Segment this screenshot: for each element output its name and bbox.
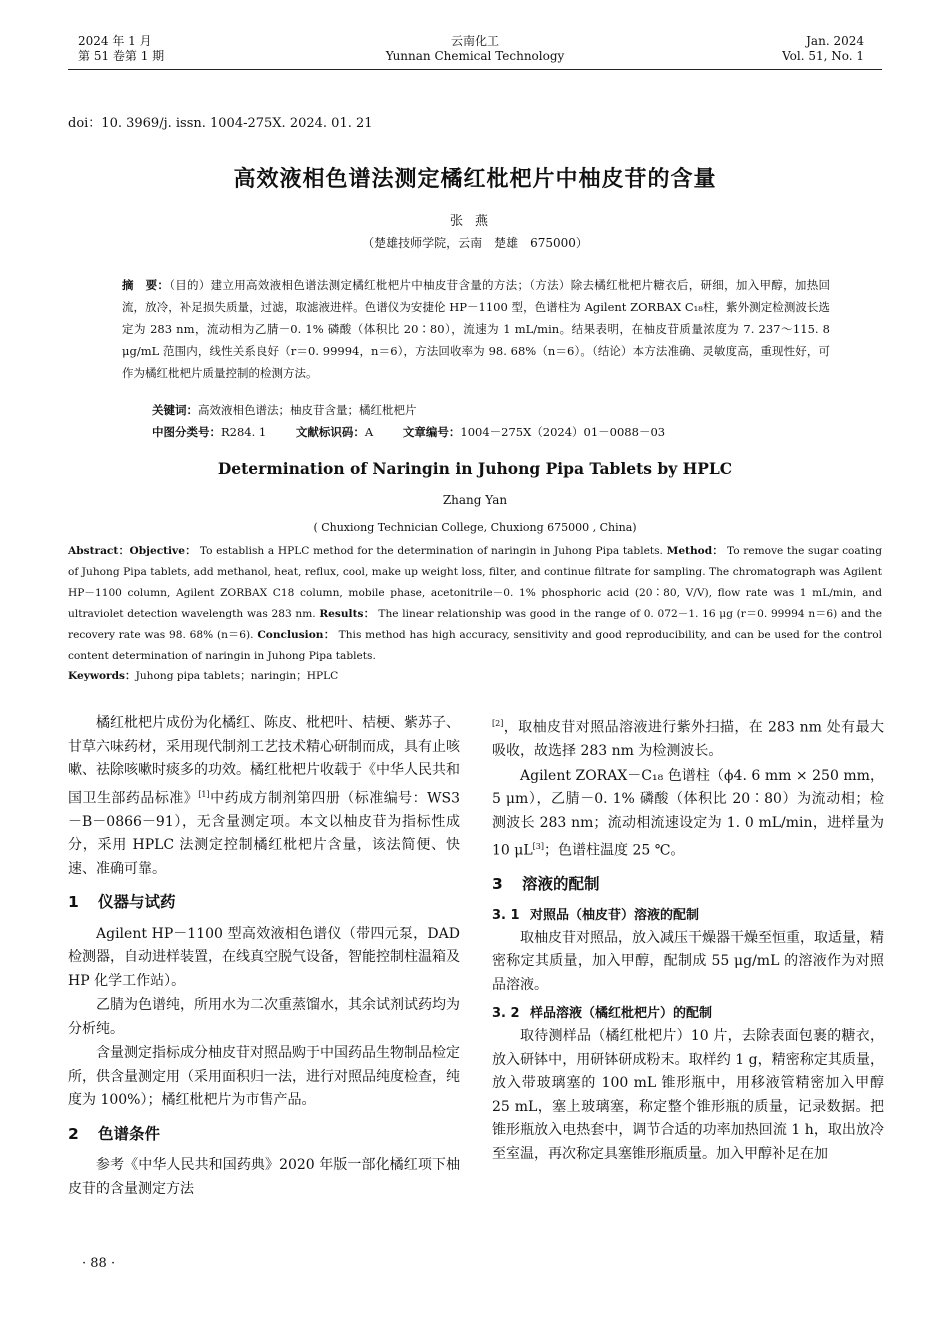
conclusion-text: This method has high accuracy, sensitivity and good reproducibility, and can be used for the control content determination of naringin in Juhong Pipa tablets. [68, 629, 882, 662]
paragraph [68, 1154, 460, 1201]
results-label: Results： [319, 608, 375, 620]
results-text: The linear relationship was good in the range of 0. 072－1. 16 μg (r＝0. 99994 n＝6) and the recovery rate was 98. 68% (n＝6). [68, 608, 882, 641]
section-number: 3 [492, 875, 503, 894]
subsection-3-1-heading [492, 905, 884, 927]
body-right-column [492, 712, 884, 1167]
header-rule [68, 69, 882, 70]
citation-1[interactable]: [1] [198, 789, 210, 799]
keywords-en-text: Juhong pipa tablets；naringin；HPLC [135, 670, 339, 682]
doc-code-label: 文献标识码： [295, 425, 365, 439]
method-text: To remove the sugar coating of Juhong Pipa tablets, add methanol, heat, reflux, cool, make up weight loss, filter, and continue filtrate for sampling. The chromatograph was Agilent HP－1100 column, Agilent ZORBAX C18 column, mobile phase, acetonitrile－0. 1% phosphoric acid (20∶80, V/V), flow rate was 1 mL/min, and ultraviolet detection wavelength was 283 nm. [68, 545, 882, 620]
keywords-en-label: Keywords： [68, 670, 136, 682]
s2-conditions-cont: ；色谱柱温度 25 ℃。 [544, 842, 685, 859]
section-3-heading [492, 873, 884, 897]
section-title: 色谱条件 [98, 1124, 161, 1143]
paragraph: Agilent HP－1100 型高效液相色谱仪（带四元泵，DAD 检测器，自动进样装置，在线真空脱气设备，智能控制柱温箱及 HP 化学工作站）。 [68, 925, 460, 989]
method-label: Method： [666, 545, 724, 557]
abstract-cn-text: （目的）建立用高效液相色谱法测定橘红枇杷片中柚皮苷含量的方法；（方法）除去橘红枇杷片糖衣后，研细，加入甲醇，加热回流，放冷，补足损失质量，过滤，取滤液进样。色谱仪为安捷伦 HP－1100 型，色谱柱为 Agilent ZORBAX C₁₈柱，紫外测定检测波长选定为 283 nm，流动相为乙腈－0. 1% 磷酸（体积比 20∶80），流速为 1 mL/min。结果表明，在柚皮苷质量浓度为 7. 237～115. 8 μg/mL 范围内，线性关系良好（r＝0. 99994，n＝6），方法回收率为 98. 68%（n＝6）。（结论）本方法准确、灵敏度高，重现性好，可作为橘红枇杷片质量控制的检测方法。 [122, 278, 830, 380]
body-left-column [68, 712, 460, 1202]
header-date-cn: 2024 年 1 月 [78, 34, 152, 48]
abstract-en-label: Abstract： [68, 545, 130, 557]
journal-name-en: Yunnan Chemical Technology [385, 49, 565, 63]
clc-label: 中图分类号： [152, 425, 221, 439]
subsection-number: 3. 2 [492, 1006, 520, 1022]
paragraph: 取柚皮苷对照品，放入减压干燥器干燥至恒重，取适量，精密称定其质量，加入甲醇，配制成 55 μg/mL 的溶液作为对照品溶液。 [492, 929, 884, 993]
doc-code-value: A [364, 425, 374, 439]
s2-conditions: Agilent ZORAX－C₁₈ 色谱柱（ϕ4. 6 mm × 250 mm，5 μm），乙腈－0. 1% 磷酸（体积比 20∶80）为流动相；检测波长 283 nm；流动相流速设定为 1. 0 mL/min，进样量为 10 μL [492, 767, 884, 859]
running-header-right [782, 34, 864, 64]
section-1-heading [68, 891, 460, 915]
english-affiliation: ( Chuxiong Technician College, Chuxiong 675000 , China) [313, 521, 637, 534]
intro-text: 橘红枇杷片成份为化橘红、陈皮、枇杷叶、桔梗、紫苏子、甘草六味药材，采用现代制剂工艺技术精心研制而成，具有止咳嗽、祛除咳嗽时痰多的功效。橘红枇杷片收载于《中华人民共和国卫生部药品标准》 [68, 715, 460, 807]
author: 张燕 [449, 214, 500, 229]
section-title: 溶液的配制 [522, 875, 600, 894]
s2-text: 参考《中华人民共和国药典》2020 年版一部化橘红项下柚皮苷的含量测定方法 [68, 1157, 460, 1197]
section-number: 2 [68, 1124, 79, 1143]
journal-name-cn: 云南化工 [450, 34, 499, 48]
header-volume-en: Vol. 51, No. 1 [782, 49, 864, 63]
abstract-cn [122, 274, 830, 384]
section-number: 1 [68, 893, 79, 912]
keywords-en [68, 668, 338, 683]
header-volume-cn: 第 51 卷第 1 期 [78, 49, 165, 63]
section-title: 仪器与试药 [98, 893, 176, 912]
paragraph: 含量测定指标成分柚皮苷对照品购于中国药品生物制品检定所，供含量测定用（采用面积归一法，进行对照品纯度检查，纯度为 100%）；橘红枇杷片为市售产品。 [68, 1045, 460, 1109]
objective-text: To establish a HPLC method for the determination of naringin in Juhong Pipa tablets. [199, 545, 663, 557]
paper-title: 高效液相色谱法测定橘红枇杷片中柚皮苷的含量 [233, 167, 717, 192]
english-author: Zhang Yan [442, 493, 508, 507]
citation-3[interactable]: [3] [532, 842, 545, 852]
keywords-cn-label: 关键词： [152, 403, 198, 417]
affiliation: （楚雄技师学院，云南 楚雄 675000） [362, 236, 588, 250]
doi[interactable]: doi：10. 3969/j. issn. 1004-275X. 2024. 01. 21 [68, 116, 373, 131]
conclusion-label: Conclusion： [257, 629, 335, 641]
article-no-value: 1004－275X（2024）01－0088－03 [460, 425, 666, 439]
subsection-3-2-heading [492, 1003, 884, 1025]
subsection-title: 样品溶液（橘红枇杷片）的配制 [530, 1006, 713, 1022]
intro-paragraph [68, 712, 460, 881]
section-2-heading [68, 1123, 460, 1147]
paragraph-continued [492, 712, 884, 764]
abstract-en [68, 541, 882, 667]
subsection-title: 对照品（柚皮苷）溶液的配制 [530, 907, 700, 923]
paragraph [492, 765, 884, 864]
page-number: · 88 · [82, 1256, 116, 1271]
abstract-cn-label: 摘 要： [122, 278, 170, 292]
citation-2[interactable]: [2] [492, 719, 504, 728]
keywords-cn-text: 高效液相色谱法；柚皮苷含量；橘红枇杷片 [198, 403, 417, 417]
paragraph: 乙腈为色谱纯，所用水为二次重蒸馏水，其余试剂试药均为分析纯。 [68, 997, 460, 1037]
objective-label: Objective： [129, 545, 197, 557]
paragraph: 取待测样品（橘红枇杷片）10 片，去除表面包裹的糖衣，放入研钵中，用研钵研成粉末。取样约 1 g，精密称定其质量，放入带玻璃塞的 100 mL 锥形瓶中，用移液管精密加入甲醇 25 mL，塞上玻璃塞，称定整个锥形瓶的质量，记录数据。把锥形瓶放入电热套中，调节合适的功率加热回流 1 h，取出放冷至室温，再次称定具塞锥形瓶质量。加入甲醇补足在加 [492, 1028, 884, 1162]
subsection-number: 3. 1 [492, 907, 520, 923]
article-no-label: 文章编号： [402, 425, 461, 439]
keywords-cn [152, 402, 417, 418]
clc-value: R284. 1 [221, 425, 267, 439]
english-title: Determination of Naringin in Juhong Pipa Tablets by HPLC [217, 459, 733, 478]
s2-text-cont: ，取柚皮苷对照品溶液进行紫外扫描，在 283 nm 处有最大吸收，故选择 283 nm 为检测波长。 [492, 719, 884, 760]
intro-text-cont: 中药成方制剂第四册（标准编号：WS3－B－0866－91），无含量测定项。本文以柚皮苷为指标性成分，采用 HPLC 法测定控制橘红枇杷片含量，该法简便、快速、准确可靠。 [68, 790, 461, 877]
header-date-en: Jan. 2024 [806, 34, 864, 48]
classification-line [152, 424, 691, 440]
